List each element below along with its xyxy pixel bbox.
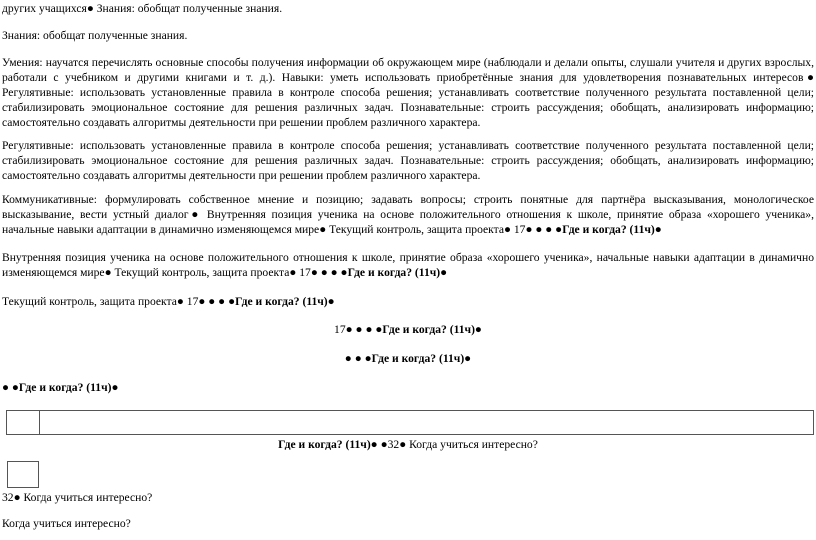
paragraph-8-heading: Где и когда? (11ч)●: [382, 323, 482, 336]
paragraph-3: Умения: научатся перечислять основные способы получения информации об окружающем мире (наблюдали и делали опыты, слушали учителя и других взрослых, работали с учебником и другими книгами и т. д.). Навыки: уметь использовать приобретённые знания для удовлетворения познавательных интересов● Регулятивные: использовать установленные правила в контроле способа решения; устанавливать соответствие полученного результата поставленной цели; стабилизировать эмоциональное состояние для решения различных задач. Познавательные: строить рассуждения; обобщать, анализировать информацию; самостоятельно создавать алгоритмы деятельности при решении проблем различного характера.: [2, 56, 814, 129]
paragraph-11: [2, 437, 814, 452]
paragraph-10-text: ● ●: [2, 381, 19, 394]
paragraph-5-text: Коммуникативные: формулировать собственное мнение и позицию; задавать вопросы; строить понятные для партнёра высказывания, монологическое высказывание, вести устный диалог● Внутренняя позиция ученика на основе положительного отношения к школе, принятие образа «хорошего ученика», начальные навыки адаптации в динамично изменяющемся мире● Текущий контроль, защита проекта● 17● ● ● ●: [2, 193, 814, 236]
paragraph-13: Когда учиться интересно?: [2, 517, 131, 530]
paragraph-6-heading: Где и когда? (11ч)●: [347, 266, 448, 279]
paragraph-11-text: 32● Когда учиться интересно?: [387, 438, 538, 451]
paragraph-12: 32● Когда учиться интересно?: [2, 491, 153, 504]
paragraph-8-text: 17● ● ● ●: [334, 323, 383, 336]
paragraph-8: [2, 322, 814, 337]
paragraph-9: [2, 351, 814, 366]
paragraph-5: [2, 192, 814, 237]
paragraph-6: [2, 250, 814, 280]
paragraph-4: Регулятивные: использовать установленные правила в контроле способа решения; устанавливать соответствие полученного результата поставленной цели; стабилизировать эмоциональное состояние для решения различных задач. Познавательные: строить рассуждения; обобщать, анализировать информацию; самостоятельно создавать алгоритмы деятельности при решении проблем различного характера.: [2, 139, 814, 182]
paragraph-7-text: Текущий контроль, защита проекта● 17● ● ● ●: [2, 295, 236, 308]
paragraph-10-heading: Где и когда? (11ч)●: [18, 381, 119, 394]
paragraph-5-heading: Где и когда? (11ч)●: [562, 223, 662, 236]
paragraph-9-heading: Где и когда? (11ч)●: [371, 352, 472, 365]
paragraph-7: [2, 294, 814, 309]
paragraph-7-heading: Где и когда? (11ч)●: [235, 295, 335, 308]
paragraph-10: [2, 380, 814, 395]
paragraph-6-text: Внутренняя позиция ученика на основе положительного отношения к школе, принятие образа «хорошего ученика», начальные навыки адаптации в динамично изменяющемся мире● Текущий контроль, защита проекта● 17● ● ● ●: [2, 251, 814, 279]
table-frame: [6, 410, 814, 435]
paragraph-11-heading: Где и когда? (11ч)● ●: [278, 438, 388, 451]
paragraph-1: других учащихся● Знания: обобщат полученные знания.: [2, 2, 283, 15]
table-cell: [7, 411, 40, 434]
image-placeholder: [7, 461, 39, 488]
paragraph-2: Знания: обобщат полученные знания.: [2, 29, 188, 42]
paragraph-9-text: ● ● ●: [344, 352, 372, 365]
